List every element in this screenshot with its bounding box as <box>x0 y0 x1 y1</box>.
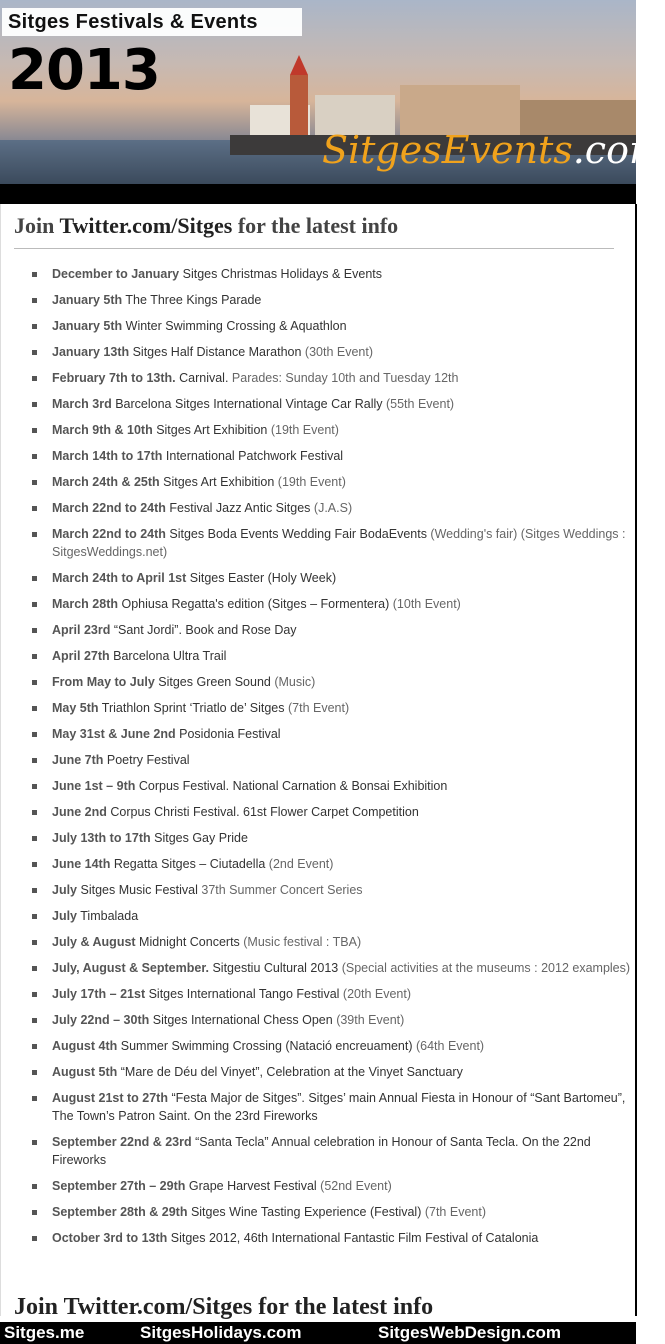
bullet-icon <box>32 706 37 711</box>
event-details: (55th Event) <box>382 397 455 411</box>
event-date: July & August <box>52 935 136 949</box>
event-item <box>0 647 636 665</box>
join-twitter-heading-bottom <box>14 1294 433 1321</box>
event-name: Barcelona Ultra Trail <box>109 649 227 663</box>
event-name: Ophiusa Regatta's edition (Sitges – Formentera) <box>118 597 390 611</box>
event-details: (64th Event) <box>412 1039 485 1053</box>
event-name: Midnight Concerts <box>135 935 240 949</box>
event-name: Sitges International Chess Open <box>149 1013 333 1027</box>
bullet-icon <box>32 914 37 919</box>
event-name: Sitges Music Festival <box>77 883 198 897</box>
footer-link-sitgesholidays[interactable]: SitgesHolidays.com <box>140 1323 302 1342</box>
bullet-icon <box>32 350 37 355</box>
event-name: Sitges Gay Pride <box>150 831 248 845</box>
bullet-icon <box>32 402 37 407</box>
event-item <box>0 317 636 335</box>
event-date: January 5th <box>52 293 123 307</box>
event-item <box>0 343 636 361</box>
event-date: June 14th <box>52 857 111 871</box>
bullet-icon <box>32 966 37 971</box>
event-item <box>0 881 636 899</box>
event-item <box>0 621 636 639</box>
event-details: (19th Event) <box>274 475 346 489</box>
event-name: Festival Jazz Antic Sitges <box>165 501 311 515</box>
logo-main: SitgesEvents <box>322 128 573 172</box>
event-date: April 27th <box>52 649 110 663</box>
bullet-icon <box>32 810 37 815</box>
event-item <box>0 395 636 413</box>
bullet-icon <box>32 428 37 433</box>
year-heading: 2013 <box>8 38 160 103</box>
join-prefix: Join <box>14 213 60 238</box>
bullet-icon <box>32 602 37 607</box>
event-name: Regatta Sitges – Ciutadella <box>110 857 266 871</box>
bullet-icon <box>32 1044 37 1049</box>
event-date: February 7th to 13th. <box>52 371 176 385</box>
event-item <box>0 421 636 439</box>
event-item <box>0 1089 636 1125</box>
bullet-icon <box>32 836 37 841</box>
event-name: Sitges Art Exhibition <box>159 475 275 489</box>
events-list <box>0 265 636 1255</box>
bullet-icon <box>32 992 37 997</box>
event-date: May 5th <box>52 701 99 715</box>
event-date: July 17th – 21st <box>52 987 146 1001</box>
join-prefix: Join <box>14 1294 64 1320</box>
twitter-link[interactable]: Twitter.com/Sitges <box>59 213 233 238</box>
bullet-icon <box>32 1210 37 1215</box>
event-item <box>0 1011 636 1029</box>
bullet-icon <box>32 1018 37 1023</box>
event-name: “Sant Jordi”. Book and Rose Day <box>110 623 297 637</box>
event-item <box>0 525 636 561</box>
event-item <box>0 1037 636 1055</box>
event-details: (19th Event) <box>267 423 339 437</box>
event-item <box>0 291 636 309</box>
event-item <box>0 369 636 387</box>
event-name: “Santa Tecla” Annual celebration in Honour of Santa Tecla. On the 22nd Fireworks <box>52 1135 591 1167</box>
event-name: Sitges Half Distance Marathon <box>129 345 302 359</box>
bullet-icon <box>32 732 37 737</box>
event-name: Sitges Easter (Holy Week) <box>186 571 337 585</box>
event-name: Sitges Art Exhibition <box>152 423 268 437</box>
event-date: July, August & September. <box>52 961 209 975</box>
header-bottom-bar <box>0 184 636 204</box>
event-date: June 2nd <box>52 805 107 819</box>
event-name: Corpus Christi Festival. 61st Flower Carpet Competition <box>106 805 419 819</box>
bullet-icon <box>32 298 37 303</box>
event-item <box>0 959 636 977</box>
join-twitter-heading-top <box>14 213 398 239</box>
heading-divider <box>14 248 614 249</box>
event-date: July 22nd – 30th <box>52 1013 150 1027</box>
bullet-icon <box>32 454 37 459</box>
event-name: Poetry Festival <box>103 753 190 767</box>
bullet-icon <box>32 324 37 329</box>
bullet-icon <box>32 654 37 659</box>
bullet-icon <box>32 1140 37 1145</box>
event-name: Grape Harvest Festival <box>185 1179 317 1193</box>
event-date: July <box>52 909 78 923</box>
event-name: International Patchwork Festival <box>162 449 344 463</box>
event-date: August 4th <box>52 1039 118 1053</box>
event-item <box>0 933 636 951</box>
bullet-icon <box>32 940 37 945</box>
event-date: March 14th to 17th <box>52 449 163 463</box>
event-name: Sitges Boda Events Wedding Fair BodaEvents <box>165 527 427 541</box>
event-details: (Music) <box>270 675 316 689</box>
footer-bar <box>0 1322 636 1344</box>
event-date: August 5th <box>52 1065 118 1079</box>
event-details: (52nd Event) <box>316 1179 392 1193</box>
event-details: Parades: Sunday 10th and Tuesday 12th <box>228 371 459 385</box>
event-name: Winter Swimming Crossing & Aquathlon <box>122 319 347 333</box>
event-name: “Mare de Déu del Vinyet”, Celebration at the Vinyet Sanctuary <box>117 1065 463 1079</box>
event-date: August 21st to 27th <box>52 1091 168 1105</box>
event-item <box>0 265 636 283</box>
bullet-icon <box>32 1096 37 1101</box>
event-item <box>0 907 636 925</box>
event-item <box>0 751 636 769</box>
bullet-icon <box>32 680 37 685</box>
event-item <box>0 673 636 691</box>
event-name: Triathlon Sprint ‘Triatlo de’ Sitges <box>98 701 285 715</box>
event-item <box>0 1229 636 1247</box>
event-item <box>0 777 636 795</box>
event-item <box>0 829 636 847</box>
event-date: January 5th <box>52 319 123 333</box>
event-details: (39th Event) <box>332 1013 405 1027</box>
bullet-icon <box>32 1184 37 1189</box>
event-date: March 22nd to 24th <box>52 527 166 541</box>
event-name: Barcelona Sitges International Vintage Car Rally <box>111 397 383 411</box>
event-name: Posidonia Festival <box>175 727 281 741</box>
bullet-icon <box>32 862 37 867</box>
event-name: Sitges Christmas Holidays & Events <box>179 267 382 281</box>
bullet-icon <box>32 888 37 893</box>
event-details: (Music festival : TBA) <box>239 935 362 949</box>
twitter-link[interactable]: Twitter.com/Sitges <box>63 1294 253 1320</box>
join-suffix: for the latest info <box>252 1294 434 1320</box>
bullet-icon <box>32 784 37 789</box>
event-item <box>0 1203 636 1221</box>
event-date: May 31st & June 2nd <box>52 727 176 741</box>
event-details: (Special activities at the museums : 2012 examples) <box>338 961 631 975</box>
bullet-icon <box>32 532 37 537</box>
event-date: March 9th & 10th <box>52 423 153 437</box>
event-item <box>0 803 636 821</box>
event-date: September 22nd & 23rd <box>52 1135 192 1149</box>
event-item <box>0 473 636 491</box>
event-name: Sitges International Tango Festival <box>145 987 340 1001</box>
bullet-icon <box>32 758 37 763</box>
event-date: June 7th <box>52 753 104 767</box>
event-details: (7th Event) <box>284 701 350 715</box>
event-details: (J.A.S) <box>310 501 353 515</box>
event-date: March 3rd <box>52 397 112 411</box>
event-item <box>0 699 636 717</box>
sitgesevents-logo[interactable] <box>322 128 665 172</box>
event-date: September 27th – 29th <box>52 1179 186 1193</box>
bullet-icon <box>32 272 37 277</box>
event-date: From May to July <box>52 675 155 689</box>
event-name: “Festa Major de Sitges”. Sitges’ main Annual Fiesta in Honour of “Sant Bartomeu”, The Town’s Patron Saint. On the 23rd Fireworks <box>52 1091 626 1123</box>
event-name: Sitges Green Sound <box>154 675 271 689</box>
event-item <box>0 595 636 613</box>
event-details: (2nd Event) <box>265 857 334 871</box>
event-details: (Wedding's fair) (Sitges Weddings : SitgesWeddings.net) <box>52 527 626 559</box>
bullet-icon <box>32 1070 37 1075</box>
event-item <box>0 1177 636 1195</box>
event-item <box>0 1063 636 1081</box>
event-details: 37th Summer Concert Series <box>197 883 363 897</box>
header-banner <box>0 0 665 184</box>
event-item <box>0 499 636 517</box>
event-date: July 13th to 17th <box>52 831 151 845</box>
footer-link-sitges-me[interactable]: Sitges.me <box>4 1323 85 1342</box>
bullet-icon <box>32 1236 37 1241</box>
event-name: Sitges Wine Tasting Experience (Festival) <box>187 1205 422 1219</box>
join-suffix: for the latest info <box>232 213 399 238</box>
event-date: September 28th & 29th <box>52 1205 188 1219</box>
event-date: December to January <box>52 267 180 281</box>
event-name: Summer Swimming Crossing (Natació encreuament) <box>117 1039 413 1053</box>
event-item <box>0 569 636 587</box>
page-title: Sitges Festivals & Events <box>8 11 258 33</box>
event-name: Sitgestiu Cultural 2013 <box>208 961 339 975</box>
event-name: The Three Kings Parade <box>122 293 262 307</box>
event-date: July <box>52 883 78 897</box>
footer-link-sitgeswebdesign[interactable]: SitgesWebDesign.com <box>378 1323 561 1342</box>
event-details: (7th Event) <box>421 1205 486 1219</box>
event-date: March 22nd to 24th <box>52 501 166 515</box>
logo-suffix: .com <box>572 128 665 172</box>
event-date: March 28th <box>52 597 118 611</box>
event-date: October 3rd to 13th <box>52 1231 168 1245</box>
event-item <box>0 985 636 1003</box>
event-date: March 24th & 25th <box>52 475 160 489</box>
event-details: (30th Event) <box>301 345 374 359</box>
event-date: January 13th <box>52 345 130 359</box>
event-name: Sitges 2012, 46th International Fantastic Film Festival of Catalonia <box>167 1231 539 1245</box>
bullet-icon <box>32 628 37 633</box>
event-details: (20th Event) <box>339 987 412 1001</box>
event-date: June 1st – 9th <box>52 779 136 793</box>
event-name: Corpus Festival. National Carnation & Bonsai Exhibition <box>135 779 448 793</box>
event-item <box>0 855 636 873</box>
event-name: Timbalada <box>77 909 139 923</box>
bullet-icon <box>32 506 37 511</box>
event-item <box>0 447 636 465</box>
bullet-icon <box>32 576 37 581</box>
bullet-icon <box>32 376 37 381</box>
event-item <box>0 725 636 743</box>
event-item <box>0 1133 636 1169</box>
bullet-icon <box>32 480 37 485</box>
event-date: April 23rd <box>52 623 111 637</box>
event-name: Carnival. <box>175 371 229 385</box>
event-date: March 24th to April 1st <box>52 571 187 585</box>
event-details: (10th Event) <box>389 597 461 611</box>
